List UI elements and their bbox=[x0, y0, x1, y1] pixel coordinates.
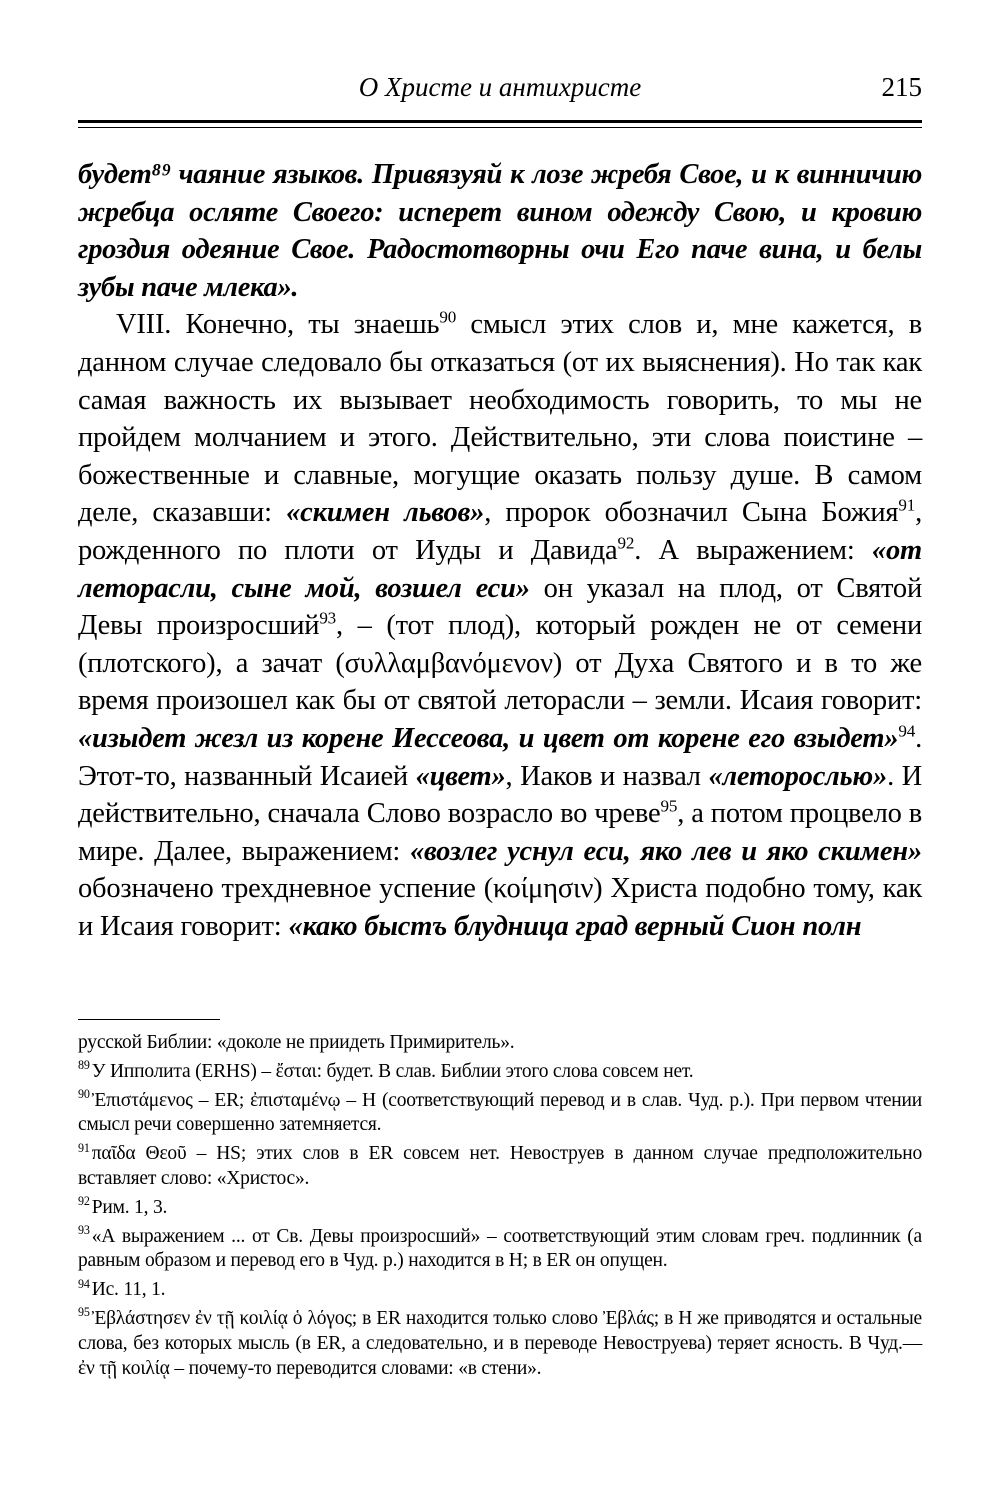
footnote-ref-91: 91 bbox=[898, 495, 916, 515]
header-rule-thick bbox=[78, 120, 922, 123]
page-header bbox=[78, 66, 922, 112]
footnote-number: 95 bbox=[78, 1305, 90, 1320]
text-run: . Этот-то, названный Исаией bbox=[78, 722, 922, 792]
text-run: , а потом процвело в мире. Далее, выражением: bbox=[78, 798, 922, 867]
footnote-number: 89 bbox=[78, 1058, 90, 1073]
footnote-continuation bbox=[78, 1031, 922, 1056]
footnote-number: 94 bbox=[78, 1276, 90, 1291]
footnote-93 bbox=[78, 1225, 922, 1275]
footnotes bbox=[78, 1031, 922, 1385]
footnote-ref-94: 94 bbox=[898, 721, 916, 741]
text-run: . И действительно, сначала Слово возрасло во чреве bbox=[78, 760, 923, 830]
header-rule-thin bbox=[78, 127, 922, 128]
footnote-number: 90 bbox=[78, 1087, 90, 1102]
quote-paragraph: будет⁸⁹ чаяние языков. Привязуяй к лозе жребя Свое, и к винничию жребца осляте Своего: исперет вином одежду Свою, и кровию гроздия одеяние Свое. Радостотворны очи Его паче вина, и белы зубы паче млека». bbox=[78, 159, 922, 303]
citation: «возлег уснул еси, яко лев и яко скимен» bbox=[409, 835, 922, 867]
footnote-ref-93: 93 bbox=[319, 608, 337, 628]
text-run: , рожденного по плоти от Иуды и Давида bbox=[78, 497, 922, 566]
footnote-text: русской Библии: «доколе не приидеть Примиритель». bbox=[78, 1032, 515, 1053]
footnote-ref-90: 90 bbox=[439, 307, 457, 327]
footnote-number: 93 bbox=[78, 1223, 90, 1238]
footnote-text: Рим. 1, 3. bbox=[91, 1196, 168, 1218]
footnote-text: Ἐπιστάμενος – ER; ἐπισταμένῳ – Н (соответствующий перевод и в слав. Чуд. р.). При первом чтении смысл речи совершенно затемняется. bbox=[78, 1089, 922, 1136]
text-run: VIII. Конечно, ты знаешь bbox=[116, 309, 440, 341]
footnote-89 bbox=[78, 1060, 922, 1085]
section-viii-paragraph bbox=[78, 306, 922, 945]
main-text bbox=[78, 156, 922, 945]
text-run: обозначено трехдневное успение (κοίμησιν) Христа подобно тому, как и Исаия говорит: bbox=[78, 873, 922, 942]
citation: «изыдет жезл из корене Иессеова, и цвет от корене его взыдет» bbox=[78, 722, 899, 754]
footnote-text: Ис. 11, 1. bbox=[91, 1279, 166, 1301]
footnote-ref-92: 92 bbox=[617, 533, 635, 553]
footnote-rule bbox=[78, 1019, 220, 1020]
text-run: , пророк обозначил Сына Божия bbox=[484, 497, 899, 529]
citation: «како быстъ блудница град верный Сион полн bbox=[288, 910, 862, 942]
text-run: он указал на плод, от Святой Девы произросший bbox=[78, 572, 922, 642]
footnote-text: «А выражением ... от Св. Девы произросший» – соответствующий этим словам греч. подлинник (а равным образом и перевод его в Чуд. р.) находится в Н; в ER он опущен. bbox=[78, 1225, 922, 1272]
footnote-ref-95: 95 bbox=[660, 796, 678, 816]
footnote-92 bbox=[78, 1196, 922, 1221]
citation: «леторослью» bbox=[708, 760, 888, 792]
running-title: О Христе и антихристе bbox=[358, 72, 642, 102]
footnote-90 bbox=[78, 1089, 922, 1139]
footnote-text: παῖδα Θεοῦ – HS; этих слов в ER совсем нет. Невоструев в данном случае предположительно вставляет слово: «Христос». bbox=[78, 1143, 922, 1189]
text-run: , Иаков и назвал bbox=[505, 760, 709, 792]
text-run: , – (тот плод), который рожден не от семени (плотского), а зачат (συλλαμβανόμενον) от Духа Святого и в то же время произошел как бы от святой леторасли – земли. Исаия говорит: bbox=[78, 610, 922, 717]
footnote-91 bbox=[78, 1142, 922, 1192]
footnote-95 bbox=[78, 1307, 922, 1381]
footnote-text: Ἐβλάστησεν ἐν τῇ κοιλίᾳ ὁ λόγος; в ER находится только слово Ἐβλάς; в Н же приводятся и остальные слова, без которых мысль (в ER, а следовательно, и в переводе Невоструева) теряет ясность. В Чуд.— ἐν τῇ κοιλίᾳ – почему-то переводится словами: «в стени». bbox=[78, 1307, 922, 1379]
footnote-number: 92 bbox=[78, 1194, 90, 1209]
text-run: смысл этих слов и, мне кажется, в данном случае следовало бы отказаться (от их выяснения). Но так как самая важность их вызывает необходимость говорить, то мы не пройдем молчанием и этого. Действительно, эти слова поистине – божественные и славные, могущие оказать пользу душе. В самом деле, сказавши: bbox=[78, 309, 922, 529]
page-number: 215 bbox=[881, 72, 922, 102]
footnote-number: 91 bbox=[78, 1140, 90, 1155]
text-run: . А выражением: bbox=[634, 534, 872, 566]
footnote-text: У Ипполита (ERHS) – ἔσται: будет. В слав. Библии этого слова совсем нет. bbox=[91, 1060, 694, 1082]
citation: «скимен львов» bbox=[286, 497, 485, 529]
footnote-94 bbox=[78, 1278, 922, 1303]
citation: «от леторасли, сыне мой, возшел еси» bbox=[78, 534, 922, 604]
citation: «цвет» bbox=[415, 760, 506, 792]
